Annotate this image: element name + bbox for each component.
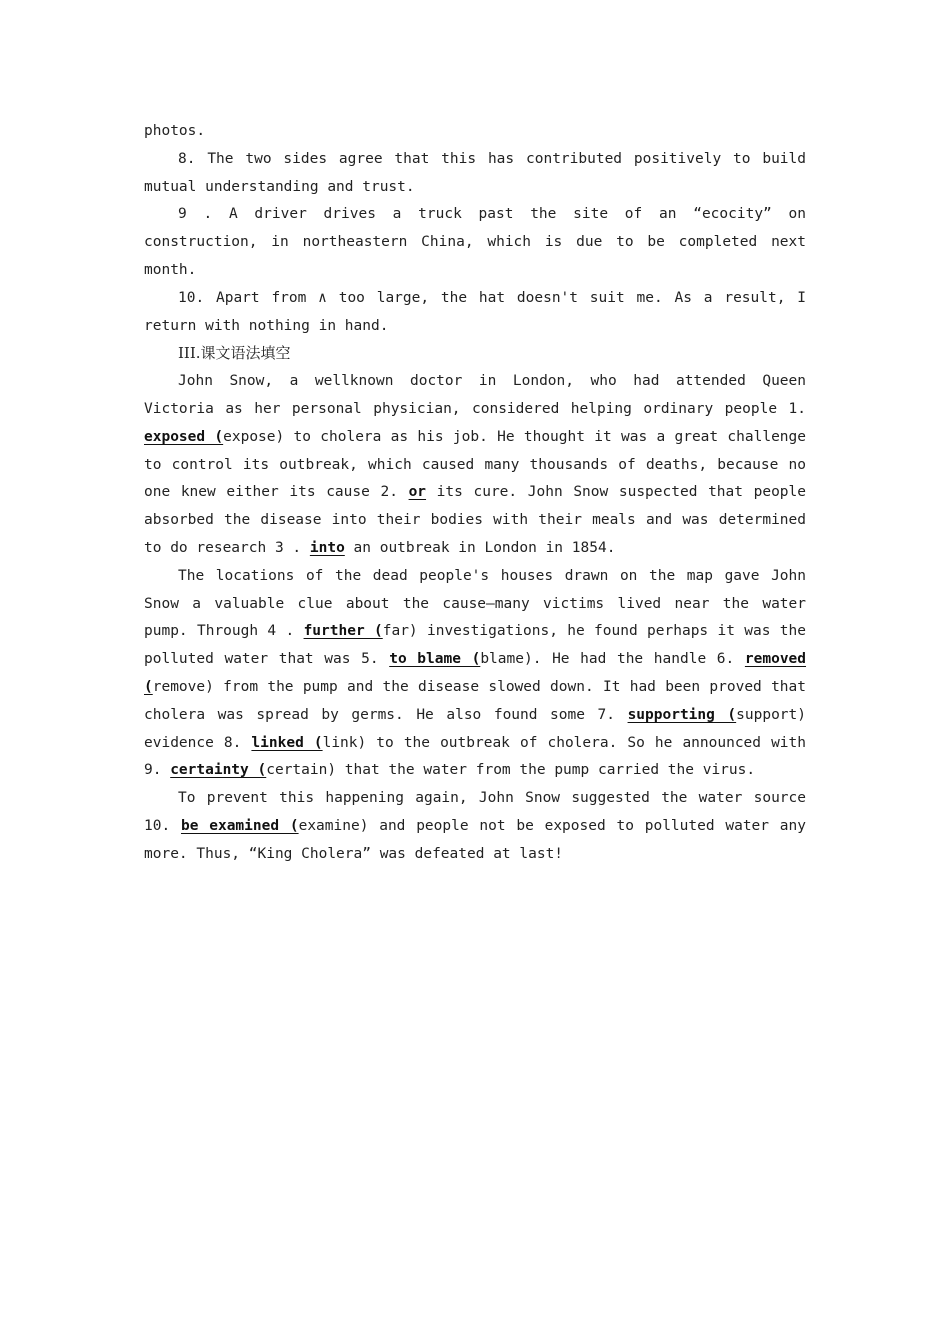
passage-text: certain) that the water from the pump carried the virus. (266, 762, 756, 779)
document-page (144, 118, 806, 869)
answer-4: further ( (303, 623, 383, 640)
answer-9: certainty ( (170, 762, 267, 779)
answer-7: supporting ( (627, 706, 737, 723)
passage-text: its cure. John Snow suspected that people absorbed the disease into their bodies with their meals and was determined to do research 3 . (144, 484, 806, 556)
passage-text: far) investigations, he found perhaps it was the polluted water that was 5. (144, 623, 806, 668)
section-heading: III.课文语法填空 (178, 344, 291, 363)
answer-5: to blame ( (389, 651, 481, 668)
answer-6: removed ( (144, 651, 807, 695)
answer-1: exposed ( (144, 428, 224, 445)
answer-8: linked ( (251, 734, 323, 751)
passage-text: expose) to cholera as his job. He thought it was a great challenge to control its outbreak, which caused many thousands of deaths, because no one knew either its cause 2. (144, 428, 806, 501)
passage-text: The locations of the dead people's houses drawn on the map gave John Snow a valuable clue about the cause—many victims lived near the water pump. Through 4 . (144, 567, 806, 640)
answer-2: or (408, 484, 427, 501)
passage-text: support) evidence 8. (144, 706, 806, 751)
exercise-item-9: 9 . A driver drives a truck past the site of an “ecocity” on construction, in northeastern China, which is due to be completed next month. (144, 206, 806, 278)
passage-text: To prevent this happening again, John Snow suggested the water source 10. (144, 790, 806, 834)
passage-paragraph-1 (144, 368, 806, 563)
answer-3: into (309, 539, 345, 556)
passage-text: remove) from the pump and the disease slowed down. It had been proved that cholera was spread by germs. He also found some 7. (144, 678, 806, 723)
passage-paragraph-2 (144, 563, 806, 785)
passage-text: an outbreak in London in 1854. (344, 539, 616, 556)
exercise-item-8: 8. The two sides agree that this has contributed positively to build mutual understanding and trust. (144, 150, 806, 195)
text-line: photos. (144, 123, 206, 139)
passage-text: blame). He had the handle 6. (480, 651, 745, 668)
exercise-item-10: 10. Apart from ∧ too large, the hat doesn't suit me. As a result, I return with nothing in hand. (144, 289, 806, 334)
passage-text: John Snow, a wellknown doctor in London, who had attended Queen Victoria as her personal physician, considered helping ordinary people 1. (144, 373, 806, 417)
passage-text: link) to the outbreak of cholera. So he announced with 9. (144, 734, 806, 779)
passage-paragraph-3 (144, 785, 806, 868)
answer-10: be examined ( (180, 817, 299, 834)
passage-text: examine) and people not be exposed to polluted water any more. Thus, “King Cholera” was defeated at last! (144, 817, 806, 862)
